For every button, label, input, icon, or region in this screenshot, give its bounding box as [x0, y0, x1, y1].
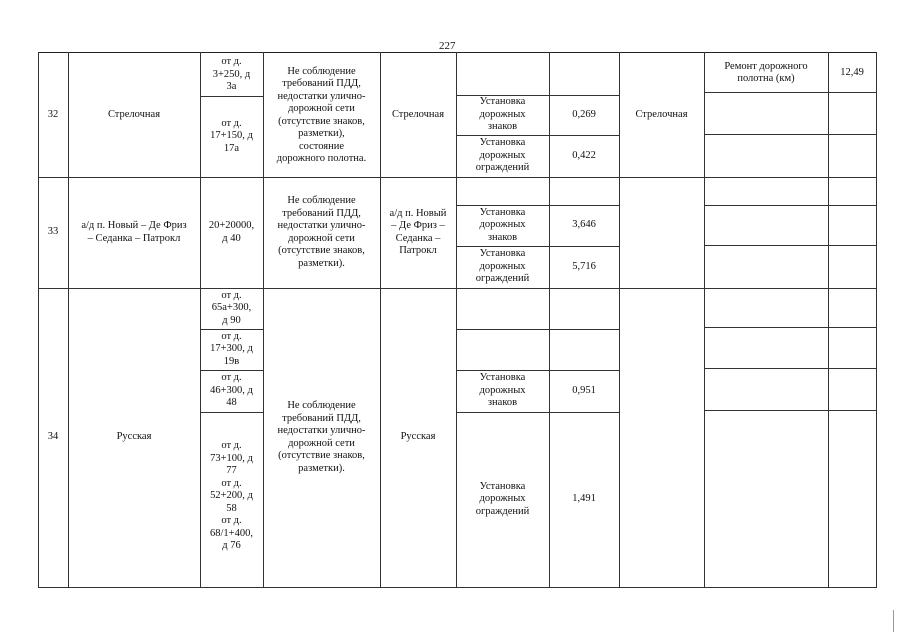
address-range: от д. 65а+300, д 90 [211, 289, 252, 326]
measure-name: Установка дорожных знаков [479, 372, 526, 409]
cell-divider [456, 135, 619, 136]
cell-divider [200, 370, 263, 371]
cell-divider [456, 329, 619, 330]
cell-divider [704, 410, 876, 411]
address-range: 20+20000, д 40 [208, 220, 255, 244]
measure-value: 0,269 [572, 108, 596, 120]
street-name-2: Стрелочная [391, 109, 445, 121]
cell-divider [200, 329, 263, 330]
street-name-2: а/д п. Новый – Де Фриз – Седанка – Патрокл [389, 207, 447, 256]
address-range: от д. 46+300, д 48 [210, 372, 253, 409]
cell-divider [456, 205, 619, 206]
street-name: Стрелочная [107, 109, 161, 121]
measure-name: Установка дорожных ограждений [475, 137, 530, 174]
address-range: от д. 3+250, д 3а [212, 56, 251, 93]
cell-divider [456, 95, 619, 96]
cell-divider [200, 96, 263, 97]
row-number: 32 [47, 109, 59, 121]
column-divider [828, 52, 829, 588]
cell-divider [704, 245, 876, 246]
measure-name: Установка дорожных ограждений [475, 248, 530, 285]
column-divider [456, 52, 457, 588]
table-bottom-border [38, 587, 876, 588]
scan-mark [893, 610, 894, 632]
measure-value: 5,716 [572, 260, 596, 272]
cell-divider [200, 412, 263, 413]
column-divider [380, 52, 381, 588]
column-divider [38, 52, 39, 588]
row-divider [38, 177, 876, 178]
address-range: от д. 73+100, д 77 от д. 52+200, д 58 от д. 68/1+400, д 76 [210, 440, 253, 551]
row-divider [38, 288, 876, 289]
measure-name: Установка дорожных знаков [479, 96, 526, 133]
violation-description: Не соблюдение требований ПДД, недостатки улично- дорожной сети (отсутствие знаков, разметки). [277, 400, 366, 474]
column-divider [200, 52, 201, 588]
row-number: 33 [47, 226, 59, 238]
repair-value: 12,49 [840, 66, 864, 78]
cell-divider [704, 368, 876, 369]
top-rule [38, 52, 876, 53]
address-range: от д. 17+150, д 17а [210, 117, 253, 154]
column-divider [549, 52, 550, 588]
street-name-2: Русская [400, 431, 436, 443]
column-divider [704, 52, 705, 588]
page-number: 227 [439, 40, 456, 52]
cell-divider [704, 92, 876, 93]
row-number: 34 [47, 431, 59, 443]
column-divider [876, 52, 877, 588]
street-name: Русская [116, 431, 152, 443]
cell-divider [704, 205, 876, 206]
column-divider [263, 52, 264, 588]
address-range: от д. 17+300, д 19в [210, 330, 253, 367]
measure-value: 0,422 [572, 149, 596, 161]
violation-description: Не соблюдение требований ПДД, недостатки улично- дорожной сети (отсутствие знаков, разметки). [277, 195, 366, 269]
measure-value: 0,951 [572, 384, 596, 396]
cell-divider [456, 412, 619, 413]
repair-name: Ремонт дорожного полотна (км) [724, 60, 808, 84]
cell-divider [456, 370, 619, 371]
cell-divider [704, 327, 876, 328]
measure-name: Установка дорожных знаков [479, 206, 526, 243]
cell-divider [456, 246, 619, 247]
column-divider [68, 52, 69, 588]
street-name: а/д п. Новый – Де Фриз – Седанка – Патрокл [81, 220, 187, 244]
measure-name: Установка дорожных ограждений [475, 480, 530, 517]
column-divider [619, 52, 620, 588]
measure-value: 3,646 [572, 219, 596, 231]
violation-description: Не соблюдение требований ПДД, недостатки улично- дорожной сети (отсутствие знаков, разметки), состояние дорожного полотна. [276, 65, 367, 164]
cell-divider [704, 134, 876, 135]
street-name-3: Стрелочная [635, 109, 688, 121]
measure-value: 1,491 [572, 493, 596, 505]
